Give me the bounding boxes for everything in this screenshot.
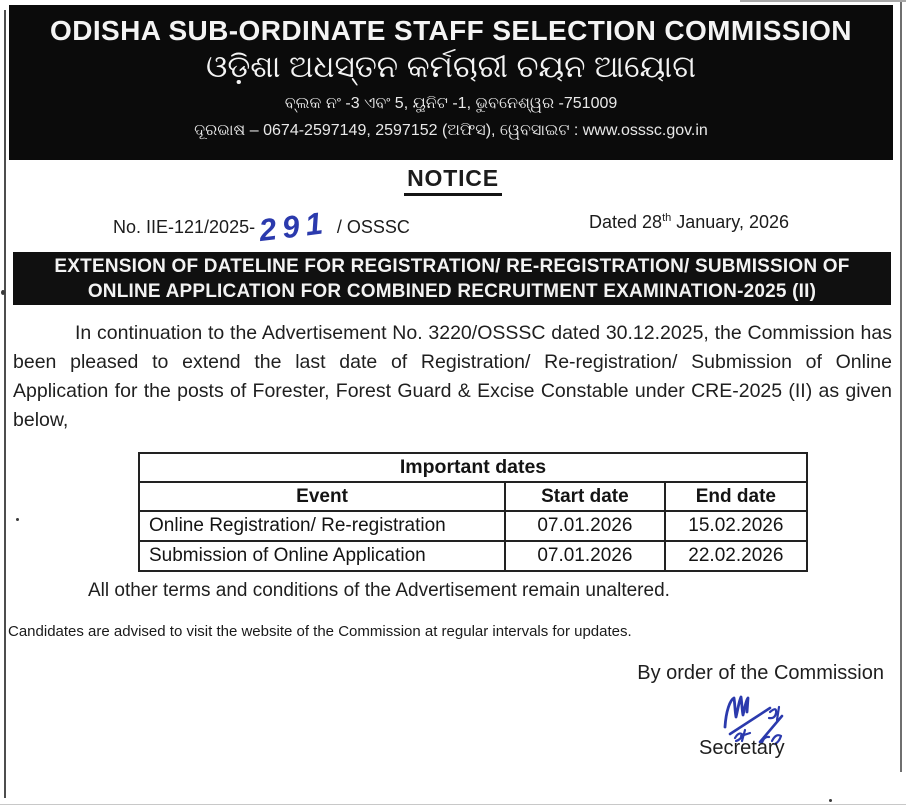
event-cell: Submission of Online Application (139, 541, 505, 571)
body-paragraph: In continuation to the Advertisement No. 3220/OSSSC dated 30.12.2025, the Commission has been pleased to extend the last date of Registration/ Re-registration/ Submission of Online Application for the posts of Forester, Forest Guard & Excise Constable under CRE-2025 (II) as given below, (13, 322, 892, 431)
table-header-row (139, 482, 807, 511)
table-title: Important dates (139, 453, 807, 482)
date-suffix: January, 2026 (671, 212, 789, 232)
start-date-cell: 07.01.2026 (505, 511, 665, 541)
notice-heading: NOTICE (404, 165, 502, 196)
subject-banner (13, 252, 891, 305)
column-header-start-date: Start date (505, 482, 665, 511)
scan-border-top (740, 0, 906, 2)
subject-banner-line2: ONLINE APPLICATION FOR COMBINED RECRUITMENT EXAMINATION-2025 (II) (87, 280, 817, 302)
subject-banner-line1: EXTENSION OF DATELINE FOR REGISTRATION/ RE-REGISTRATION/ SUBMISSION OF (54, 255, 850, 277)
ink-speck (829, 799, 832, 802)
end-date-cell: 15.02.2026 (665, 511, 807, 541)
sign-off: By order of the Commission (637, 662, 884, 684)
commission-title-odia: ଓଡ଼ିଶା ଅଧସ୍ତନ କର୍ମଚାରୀ ଚୟନ ଆୟୋଗ (205, 49, 697, 84)
column-header-event: Event (139, 482, 505, 511)
handwritten-reference-number: 291 (257, 204, 331, 249)
end-date-cell: 22.02.2026 (665, 541, 807, 571)
important-dates-table (138, 452, 808, 572)
notice-heading-row (0, 165, 906, 196)
advisory-note: Candidates are advised to visit the website of the Commission at regular intervals for updates. (8, 623, 632, 640)
date-ordinal: th (662, 212, 672, 224)
reference-line (113, 204, 410, 249)
ink-speck (1, 290, 5, 295)
reference-suffix: / OSSSC (336, 217, 410, 237)
signatory-title: Secretary (699, 737, 785, 759)
table-title-row (139, 453, 807, 482)
date-prefix: Dated 28 (589, 212, 663, 232)
closing-line: All other terms and conditions of the Advertisement remain unaltered. (88, 580, 670, 601)
commission-title-english: ODISHA SUB-ORDINATE STAFF SELECTION COMMISSION (50, 15, 852, 46)
reference-prefix: No. IIE-121/2025- (113, 217, 256, 237)
table-row (139, 541, 807, 571)
date-line (589, 212, 789, 233)
commission-address: ବ୍ଲକ ନଂ -3 ଏବଂ 5, ୟୁନିଟ -1, ଭୁବନେଶ୍ୱର -751009 (284, 95, 618, 112)
commission-contact: ଦୂରଭାଷ – 0674-2597149, 2597152 (ଅଫିସ), ୱେବସାଇଟ : www.osssc.gov.in (194, 122, 708, 139)
scan-border-right (900, 0, 902, 772)
table-row (139, 511, 807, 541)
event-cell: Online Registration/ Re-registration (139, 511, 505, 541)
start-date-cell: 07.01.2026 (505, 541, 665, 571)
letterhead (9, 5, 893, 160)
column-header-end-date: End date (665, 482, 807, 511)
scan-border-left (4, 10, 6, 798)
scan-border-bottom (0, 804, 906, 805)
ink-speck (16, 518, 19, 521)
